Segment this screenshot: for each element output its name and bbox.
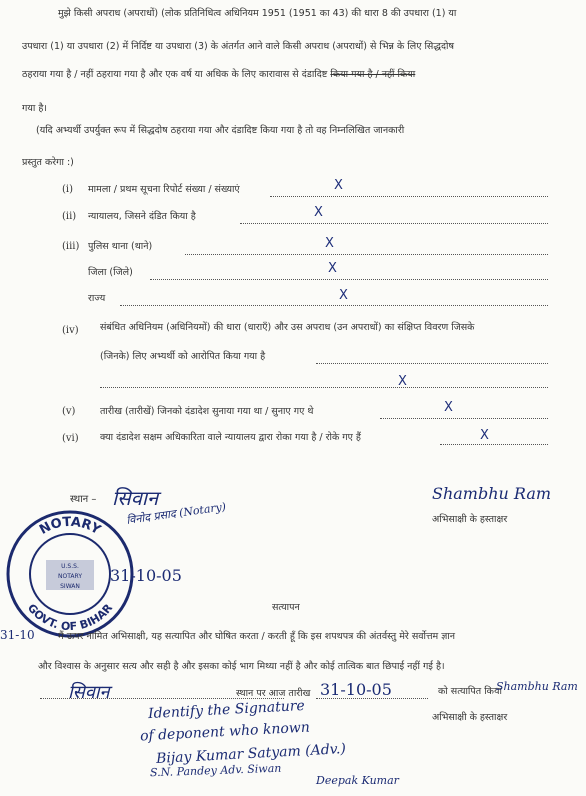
fill-line xyxy=(150,279,548,280)
item-label: मामला / प्रथम सूचना रिपोर्ट संख्या / संख्याएं xyxy=(88,184,240,195)
item-label: राज्य xyxy=(88,293,106,304)
section-title: सत्यापन xyxy=(272,602,300,613)
notary-handnote: विनोद प्रसाद (Notary) xyxy=(125,500,227,527)
para1-line4: गया है। xyxy=(22,103,47,114)
cross-mark: X xyxy=(328,261,337,276)
fill-line xyxy=(316,363,548,364)
para2-line1: (यदि अभ्यर्थी उपर्युक्त रूप में सिद्धदोष ठहराया गया और दंडादिष्ट किया गया है तो वह निम्नलिखित जानकारी xyxy=(36,125,405,136)
item-label: न्यायालय, जिसने दंडित किया है xyxy=(88,211,196,222)
item-number: (iii) xyxy=(62,241,80,252)
verification-end: को सत्यापित किया xyxy=(438,686,502,697)
stamp-date: 31-10-05 xyxy=(110,566,182,585)
fill-line xyxy=(316,698,428,699)
signature: Shambhu Ram xyxy=(432,484,552,503)
item4-line1: संबंधित अधिनियम (अधिनियमों) की धारा (धाराएँ) और उस अपराध (उन अपराधों) का संक्षिप्त विवरण जिसके xyxy=(100,322,475,333)
bottom-note-5: Deepak Kumar xyxy=(316,774,399,787)
cross-mark: X xyxy=(480,428,489,443)
cross-mark: X xyxy=(444,400,453,415)
bottom-note-1: Identify the Signature xyxy=(147,697,306,723)
seal-bottom-text: GOVT. OF BIHAR xyxy=(24,601,116,634)
fill-line xyxy=(100,387,548,388)
item-number: (vi) xyxy=(62,433,79,444)
cross-mark: X xyxy=(334,178,343,193)
bottom-note-4: S.N. Pandey Adv. Siwan xyxy=(149,761,282,780)
place-label: स्थान – xyxy=(70,494,97,505)
seal-top-text: NOTARY xyxy=(37,514,104,538)
para1-line3 xyxy=(22,69,415,81)
item-label: जिला (जिले) xyxy=(88,267,133,278)
verification-date: 31-10-05 xyxy=(320,680,392,699)
item6-text: क्या दंडादेश सक्षम अधिकारिता वाले न्यायालय द्वारा रोका गया है / रोके गए हैं xyxy=(100,432,361,443)
margin-date: 31-10 xyxy=(0,628,35,642)
fill-line xyxy=(120,305,548,306)
item-number: (i) xyxy=(62,184,74,195)
fill-line xyxy=(270,196,548,197)
para1-line3-text: ठहराया गया है / नहीं ठहराया गया है और एक वर्ष या अधिक के लिए कारावास से दंडादिष्ट xyxy=(22,69,328,80)
item-number: (iv) xyxy=(62,325,79,336)
cross-mark: X xyxy=(339,288,348,303)
cross-mark: X xyxy=(398,374,407,389)
item-number: (v) xyxy=(62,406,76,417)
seal-center-1: U.S.S. xyxy=(61,563,79,570)
item5-text: तारीख (तारीखें) जिनको दंडादेश सुनाया गया था / सुनाए गए थे xyxy=(100,406,314,417)
place-handwritten: सिवान xyxy=(112,486,159,510)
fill-line xyxy=(240,223,548,224)
cross-mark: X xyxy=(314,205,323,220)
signature-2-label: अभिसाक्षी के हस्ताक्षर xyxy=(432,712,508,723)
seal-center-3: SIWAN xyxy=(60,583,80,590)
para1-line2: उपधारा (1) या उपधारा (2) में निर्दिष्ट या उपधारा (3) के अंतर्गत आने वाले किसी अपराध (अपराधों) से भिन्न के लिए सिद्धदोष xyxy=(22,41,454,52)
item4-line2: (जिनके) लिए अभ्यर्थी को आरोपित किया गया है xyxy=(100,351,266,362)
fill-line xyxy=(440,444,548,445)
para1-line3-struck: किया गया है / नहीं किया xyxy=(330,69,416,80)
bottom-note-3: Bijay Kumar Satyam (Adv.) xyxy=(155,741,347,767)
bottom-note-2: of deponent who known xyxy=(139,719,311,745)
verification-line2: और विश्वास के अनुसार सत्य और सही है और इसका कोई भाग मिथ्या नहीं है और कोई तात्विक बात छिपाई नहीं गई है। xyxy=(38,661,445,672)
cross-mark: X xyxy=(325,236,334,251)
verification-mid: स्थान पर आज तारीख xyxy=(236,688,311,699)
fill-line xyxy=(380,418,548,419)
verification-place: सिवान xyxy=(68,682,110,703)
item-label: पुलिस थाना (थाने) xyxy=(88,241,153,252)
fill-line xyxy=(185,254,548,255)
item-number: (ii) xyxy=(62,211,77,222)
para1-line1: मुझे किसी अपराध (अपराधों) (लोक प्रतिनिधित्व अधिनियम 1951 (1951 का 43) की धारा 8 की उपधारा (1) या xyxy=(58,8,457,19)
signature-2: Shambhu Ram xyxy=(496,680,578,693)
para2-line2: प्रस्तुत करेगा :) xyxy=(22,157,74,168)
signature-label: अभिसाक्षी के हस्ताक्षर xyxy=(432,514,508,525)
seal-center-2: NOTARY xyxy=(58,573,82,580)
verification-line1: मैं ऊपर नामित अभिसाक्षी, यह सत्यापित और घोषित करता / करती हूँ कि इस शपथपत्र की अंतर्वस्तु मेरे सर्वोत्तम ज्ञान xyxy=(58,631,456,642)
